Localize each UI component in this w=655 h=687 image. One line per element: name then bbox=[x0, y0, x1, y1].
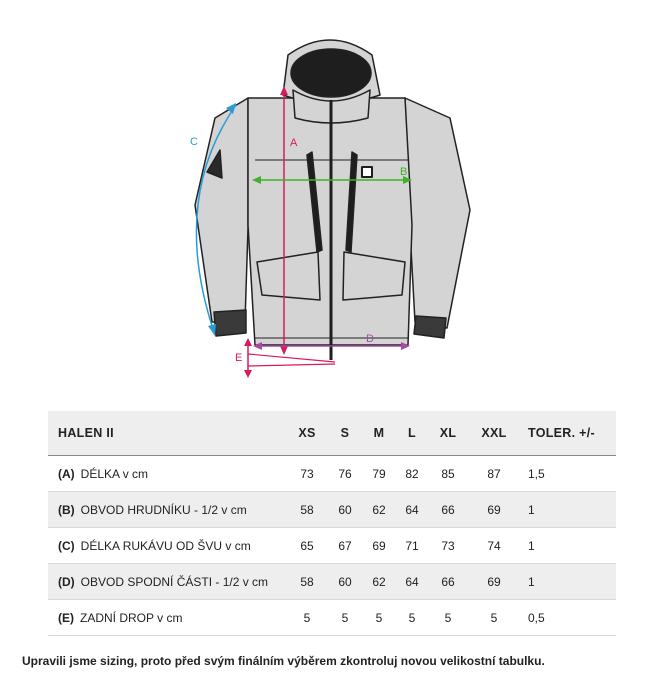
cell-xs: 5 bbox=[288, 600, 326, 636]
cell-xxl: 5 bbox=[466, 600, 522, 636]
row-label bbox=[48, 564, 288, 600]
row-text: DÉLKA v cm bbox=[80, 466, 149, 481]
cell-s: 60 bbox=[326, 492, 364, 528]
cell-xxl: 74 bbox=[466, 528, 522, 564]
cell-m: 69 bbox=[364, 528, 394, 564]
cell-l: 82 bbox=[394, 456, 430, 492]
cell-m: 79 bbox=[364, 456, 394, 492]
cell-tolerance: 1 bbox=[522, 564, 616, 600]
cell-xxl: 87 bbox=[466, 456, 522, 492]
cell-xxl: 69 bbox=[466, 564, 522, 600]
header-xl: XL bbox=[439, 426, 457, 440]
row-text: OBVOD HRUDNÍKU - 1/2 v cm bbox=[80, 502, 247, 517]
cell-tolerance: 0,5 bbox=[522, 600, 616, 636]
cell-xl: 5 bbox=[430, 600, 466, 636]
right-sleeve bbox=[405, 98, 470, 328]
table-row bbox=[48, 528, 616, 564]
header-l: L bbox=[408, 426, 416, 440]
jacket-illustration bbox=[195, 40, 470, 360]
header-m: M bbox=[373, 426, 385, 440]
table-row bbox=[48, 456, 616, 492]
hood-opening bbox=[291, 49, 371, 97]
cell-xl: 66 bbox=[430, 492, 466, 528]
cell-s: 76 bbox=[326, 456, 364, 492]
label-e: E bbox=[235, 352, 243, 364]
cell-l: 64 bbox=[394, 564, 430, 600]
sizing-note: Upravili jsme sizing, proto před svým finálním výběrem zkontroluj novou velikostní tabulku. bbox=[22, 654, 545, 668]
chest-badge bbox=[362, 167, 372, 177]
cell-tolerance: 1 bbox=[522, 492, 616, 528]
header-tolerance: TOLER. +/- bbox=[528, 426, 596, 440]
row-code: (C) bbox=[58, 538, 75, 553]
cell-xl: 66 bbox=[430, 564, 466, 600]
row-label bbox=[48, 492, 288, 528]
label-a: A bbox=[290, 137, 298, 149]
cell-l: 64 bbox=[394, 492, 430, 528]
label-d: D bbox=[366, 333, 374, 345]
table-row bbox=[48, 600, 616, 636]
cell-s: 5 bbox=[326, 600, 364, 636]
header-xs: XS bbox=[298, 426, 316, 440]
cell-xl: 73 bbox=[430, 528, 466, 564]
table-header-row bbox=[48, 411, 616, 456]
cell-tolerance: 1,5 bbox=[522, 456, 616, 492]
cell-xl: 85 bbox=[430, 456, 466, 492]
cell-xs: 58 bbox=[288, 492, 326, 528]
cell-l: 71 bbox=[394, 528, 430, 564]
row-label bbox=[48, 528, 288, 564]
header-s: S bbox=[340, 426, 350, 440]
table-row bbox=[48, 564, 616, 600]
row-text: DÉLKA RUKÁVU OD ŠVU v cm bbox=[80, 538, 251, 553]
row-code: (E) bbox=[58, 610, 74, 625]
right-cuff bbox=[414, 316, 446, 338]
cell-m: 62 bbox=[364, 564, 394, 600]
row-code: (D) bbox=[58, 574, 75, 589]
row-label bbox=[48, 456, 288, 492]
row-text: ZADNÍ DROP v cm bbox=[80, 610, 183, 625]
label-c: C bbox=[190, 136, 198, 148]
row-text: OBVOD SPODNÍ ČÁSTI - 1/2 v cm bbox=[80, 574, 269, 589]
size-table bbox=[48, 411, 616, 636]
cell-m: 62 bbox=[364, 492, 394, 528]
cell-tolerance: 1 bbox=[522, 528, 616, 564]
cell-xs: 58 bbox=[288, 564, 326, 600]
header-product: HALEN II bbox=[58, 426, 114, 440]
table-row bbox=[48, 492, 616, 528]
cell-s: 60 bbox=[326, 564, 364, 600]
cell-xs: 73 bbox=[288, 456, 326, 492]
row-code: (A) bbox=[58, 466, 75, 481]
left-cuff bbox=[214, 310, 246, 336]
cell-s: 67 bbox=[326, 528, 364, 564]
cell-l: 5 bbox=[394, 600, 430, 636]
cell-m: 5 bbox=[364, 600, 394, 636]
row-label bbox=[48, 600, 288, 636]
row-code: (B) bbox=[58, 502, 75, 517]
label-b: B bbox=[400, 166, 408, 178]
header-xxl: XXL bbox=[481, 426, 507, 440]
cell-xxl: 69 bbox=[466, 492, 522, 528]
cell-xs: 65 bbox=[288, 528, 326, 564]
